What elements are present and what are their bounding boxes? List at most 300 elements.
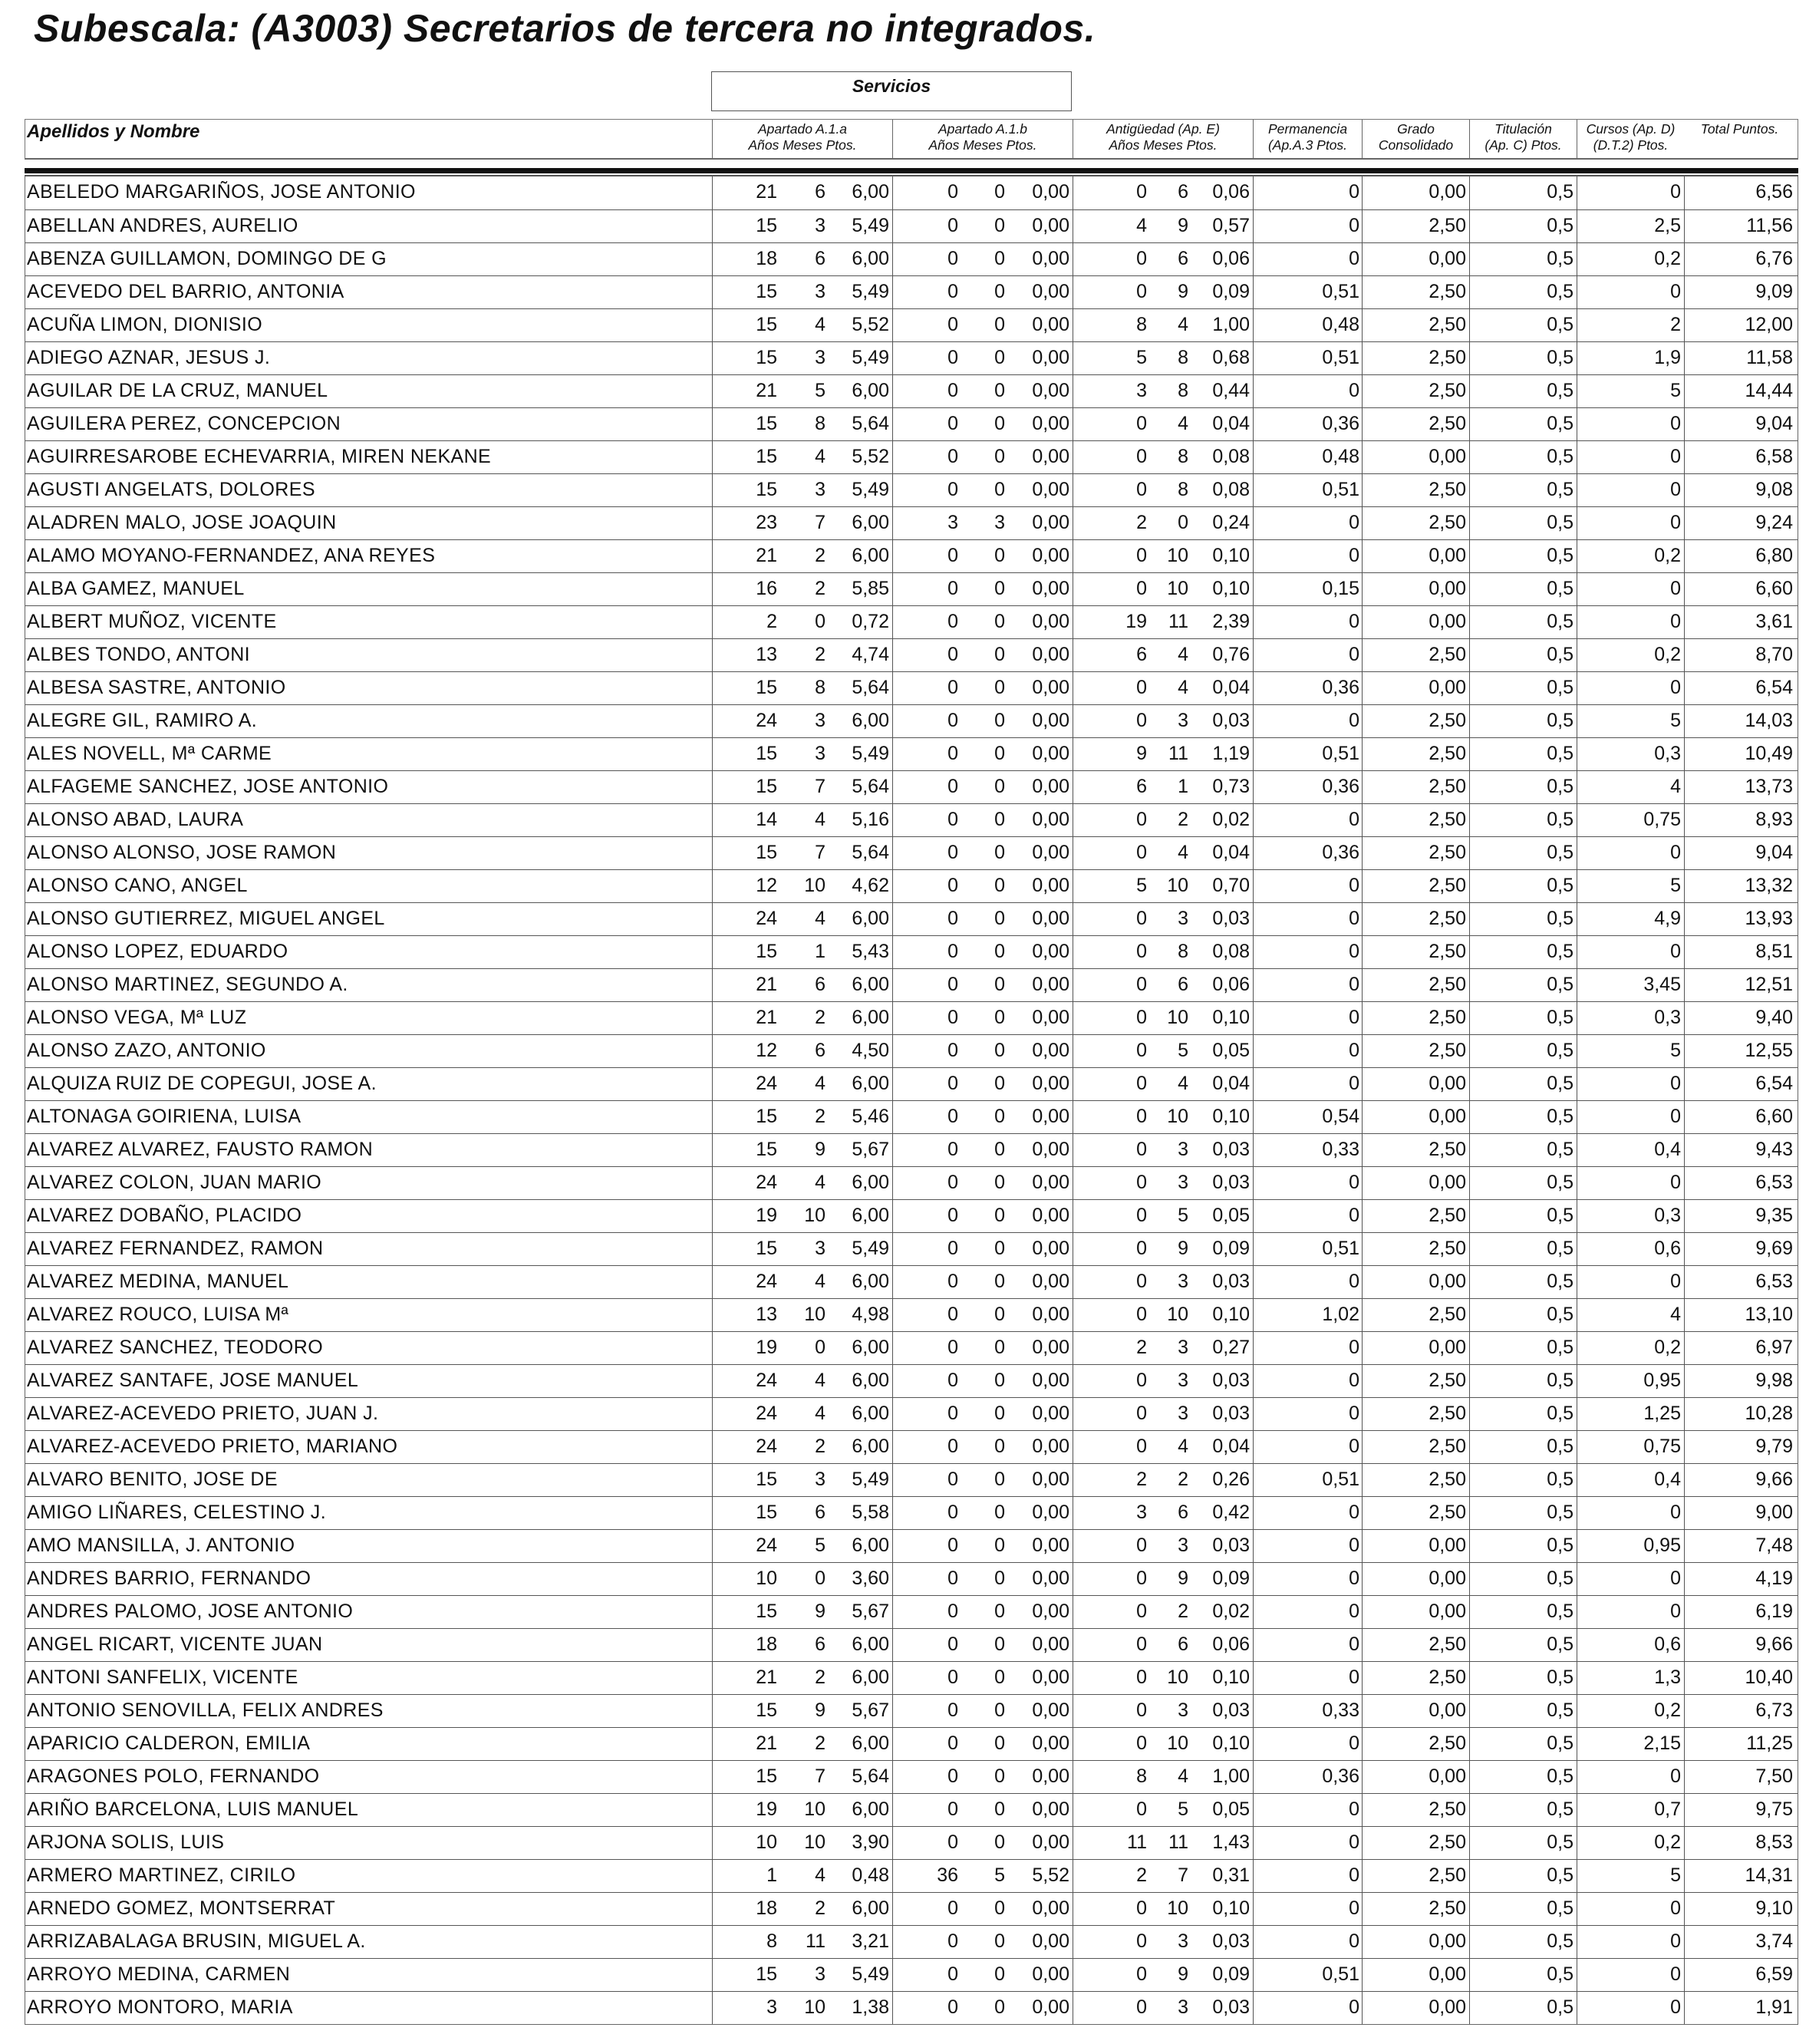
header-antiguedad	[1073, 120, 1253, 159]
cell-grado: 0,00	[1429, 1601, 1466, 1622]
column-separator	[712, 738, 713, 770]
cell-total: 6,80	[1755, 545, 1793, 566]
column-separator	[1469, 969, 1470, 1001]
cell-total: 10,28	[1745, 1403, 1793, 1424]
header-titulacion-line1: Titulación	[1494, 121, 1552, 137]
cell-antig-anos: 0	[1136, 1040, 1147, 1061]
cell-a1a-meses: 9	[815, 1601, 825, 1622]
cell-titulacion: 0,5	[1547, 941, 1574, 962]
cell-a1a-anos: 19	[756, 1205, 777, 1226]
cell-name: ACEVEDO DEL BARRIO, ANTONIA	[27, 281, 344, 302]
cell-total: 6,73	[1755, 1699, 1793, 1721]
cell-a1b-anos: 0	[947, 1930, 958, 1952]
column-separator	[1253, 1431, 1254, 1463]
column-separator	[712, 1530, 713, 1562]
column-separator	[1362, 176, 1363, 209]
column-separator	[712, 705, 713, 737]
cell-cursos: 0	[1670, 1502, 1681, 1523]
table-row	[25, 1661, 1798, 1694]
column-separator	[892, 573, 893, 605]
cell-antig-ptos: 1,00	[1212, 1765, 1250, 1787]
cell-a1b-meses: 0	[994, 1502, 1005, 1523]
cell-a1b-anos: 0	[947, 314, 958, 335]
cell-permanencia: 0	[1349, 181, 1359, 203]
cell-antig-ptos: 0,03	[1212, 1535, 1250, 1556]
column-separator	[1362, 1299, 1363, 1331]
cell-name: ALES NOVELL, Mª CARME	[27, 743, 272, 764]
column-separator	[1253, 903, 1254, 935]
cell-name: ABELLAN ANDRES, AURELIO	[27, 215, 298, 236]
cell-a1a-meses: 0	[815, 611, 825, 632]
cell-a1a-ptos: 6,00	[852, 1370, 889, 1391]
cell-antig-ptos: 0,03	[1212, 1699, 1250, 1721]
cell-titulacion: 0,5	[1547, 512, 1574, 533]
cell-titulacion: 0,5	[1547, 1040, 1574, 1061]
cell-a1a-anos: 15	[756, 743, 777, 764]
cell-cursos: 2	[1670, 314, 1681, 335]
cell-antig-meses: 6	[1178, 974, 1188, 995]
column-separator	[1253, 1101, 1254, 1133]
cell-antig-anos: 0	[1136, 1930, 1147, 1952]
cell-a1a-ptos: 5,67	[852, 1699, 889, 1721]
cell-a1a-ptos: 4,74	[852, 644, 889, 665]
table-row	[25, 1628, 1798, 1661]
column-separator	[1362, 606, 1363, 638]
cell-a1b-anos: 36	[937, 1864, 958, 1886]
column-separator	[892, 1035, 893, 1067]
column-separator	[1684, 1464, 1685, 1496]
cell-total: 8,51	[1755, 941, 1793, 962]
column-separator	[1253, 1398, 1254, 1430]
cell-a1b-anos: 0	[947, 347, 958, 368]
cell-titulacion: 0,5	[1547, 974, 1574, 995]
cell-a1a-meses: 8	[815, 677, 825, 698]
cell-grado: 2,50	[1429, 215, 1466, 236]
cell-a1b-anos: 0	[947, 1304, 958, 1325]
column-separator	[1362, 1167, 1363, 1199]
cell-a1a-anos: 15	[756, 1765, 777, 1787]
cell-a1a-anos: 18	[756, 1897, 777, 1919]
cell-titulacion: 0,5	[1547, 908, 1574, 929]
column-separator	[892, 1761, 893, 1793]
cell-a1b-anos: 0	[947, 1172, 958, 1193]
table-row	[25, 1298, 1798, 1331]
table-header	[25, 119, 1798, 160]
cell-antig-anos: 11	[1127, 1831, 1147, 1853]
column-separator	[1362, 1563, 1363, 1595]
cell-a1a-meses: 10	[804, 875, 825, 896]
cell-antig-ptos: 0,10	[1212, 578, 1250, 599]
column-separator	[1684, 1497, 1685, 1529]
cell-a1b-anos: 0	[947, 479, 958, 500]
column-separator	[1362, 1200, 1363, 1232]
cell-permanencia: 0	[1349, 1897, 1359, 1919]
cell-antig-ptos: 0,76	[1212, 644, 1250, 665]
cell-a1b-meses: 0	[994, 1172, 1005, 1193]
cell-grado: 2,50	[1429, 941, 1466, 962]
cell-antig-meses: 2	[1178, 809, 1188, 830]
cell-antig-ptos: 0,68	[1212, 347, 1250, 368]
column-separator	[892, 903, 893, 935]
column-separator	[1684, 1101, 1685, 1133]
column-separator	[892, 1959, 893, 1991]
cell-permanencia: 0	[1349, 611, 1359, 632]
cell-a1b-meses: 0	[994, 842, 1005, 863]
cell-a1a-anos: 21	[756, 974, 777, 995]
cell-a1b-anos: 0	[947, 1238, 958, 1259]
cell-grado: 0,00	[1429, 677, 1466, 698]
cell-antig-anos: 0	[1136, 1798, 1147, 1820]
column-separator	[1684, 936, 1685, 968]
cell-antig-ptos: 0,03	[1212, 1370, 1250, 1391]
column-separator	[1469, 1167, 1470, 1199]
cell-antig-ptos: 0,03	[1212, 710, 1250, 731]
cell-antig-meses: 0	[1178, 512, 1188, 533]
column-separator	[892, 342, 893, 374]
column-separator	[1469, 1266, 1470, 1298]
column-separator	[892, 1695, 893, 1727]
cell-cursos: 2,5	[1654, 215, 1681, 236]
cell-a1a-anos: 21	[756, 1732, 777, 1754]
cell-name: ALVAREZ COLON, JUAN MARIO	[27, 1172, 322, 1193]
cell-a1b-anos: 0	[947, 842, 958, 863]
column-separator	[712, 1431, 713, 1463]
cell-a1b-ptos: 0,00	[1032, 1963, 1069, 1985]
cell-a1a-meses: 3	[815, 710, 825, 731]
cell-total: 6,53	[1755, 1172, 1793, 1193]
cell-name: AMO MANSILLA, J. ANTONIO	[27, 1535, 295, 1556]
column-separator	[1469, 1464, 1470, 1496]
cell-a1a-ptos: 6,00	[852, 1403, 889, 1424]
cell-antig-anos: 0	[1136, 578, 1147, 599]
cell-antig-anos: 0	[1136, 1271, 1147, 1292]
column-separator	[1253, 375, 1254, 407]
column-separator	[1253, 936, 1254, 968]
cell-a1a-anos: 15	[756, 446, 777, 467]
cell-a1a-ptos: 6,00	[852, 908, 889, 929]
cell-a1b-anos: 0	[947, 1535, 958, 1556]
cell-a1b-anos: 0	[947, 1634, 958, 1655]
cell-permanencia: 0,33	[1322, 1139, 1359, 1160]
cell-grado: 2,50	[1429, 1897, 1466, 1919]
cell-name: ALFAGEME SANCHEZ, JOSE ANTONIO	[27, 776, 389, 797]
cell-name: ARIÑO BARCELONA, LUIS MANUEL	[27, 1798, 359, 1820]
cell-a1b-ptos: 0,00	[1032, 1073, 1069, 1094]
cell-a1b-ptos: 0,00	[1032, 479, 1069, 500]
cell-a1a-ptos: 5,64	[852, 677, 889, 698]
column-separator	[1469, 1695, 1470, 1727]
cell-titulacion: 0,5	[1547, 1172, 1574, 1193]
cell-a1a-anos: 19	[756, 1337, 777, 1358]
cell-antig-ptos: 0,26	[1212, 1469, 1250, 1490]
cell-a1b-meses: 0	[994, 479, 1005, 500]
column-separator	[1469, 408, 1470, 440]
column-separator	[1362, 870, 1363, 902]
cell-cursos: 0	[1670, 1568, 1681, 1589]
cell-antig-ptos: 0,44	[1212, 380, 1250, 401]
cell-antig-anos: 0	[1136, 1897, 1147, 1919]
column-separator	[892, 639, 893, 671]
column-separator	[1253, 1827, 1254, 1859]
cell-cursos: 0	[1670, 512, 1681, 533]
cell-a1b-ptos: 0,00	[1032, 314, 1069, 335]
cell-total: 9,75	[1755, 1798, 1793, 1820]
cell-permanencia: 0	[1349, 512, 1359, 533]
cell-a1a-ptos: 5,58	[852, 1502, 889, 1523]
cell-a1a-anos: 15	[756, 1963, 777, 1985]
cell-cursos: 0	[1670, 1073, 1681, 1094]
column-separator	[1684, 573, 1685, 605]
column-separator	[892, 936, 893, 968]
cell-antig-meses: 7	[1178, 1864, 1188, 1886]
cell-grado: 2,50	[1429, 710, 1466, 731]
cell-titulacion: 0,5	[1547, 1634, 1574, 1655]
cell-a1a-ptos: 6,00	[852, 1897, 889, 1919]
cell-a1b-anos: 0	[947, 809, 958, 830]
cell-a1a-meses: 5	[815, 1535, 825, 1556]
cell-a1b-meses: 0	[994, 677, 1005, 698]
cell-total: 9,69	[1755, 1238, 1793, 1259]
cell-name: ANDRES PALOMO, JOSE ANTONIO	[27, 1601, 354, 1622]
column-separator	[1684, 309, 1685, 341]
table-row	[25, 374, 1798, 407]
cell-grado: 2,50	[1429, 413, 1466, 434]
cell-a1b-meses: 0	[994, 545, 1005, 566]
cell-antig-meses: 10	[1167, 1007, 1188, 1028]
cell-cursos: 5	[1670, 1040, 1681, 1061]
cell-name: ALVAREZ DOBAÑO, PLACIDO	[27, 1205, 302, 1226]
column-separator	[1362, 210, 1363, 242]
column-separator	[712, 1860, 713, 1892]
cell-a1a-meses: 9	[815, 1139, 825, 1160]
cell-titulacion: 0,5	[1547, 1831, 1574, 1853]
cell-a1b-ptos: 0,00	[1032, 809, 1069, 830]
table-row	[25, 1760, 1798, 1793]
column-separator	[1362, 441, 1363, 473]
column-separator	[892, 1596, 893, 1628]
table-row	[25, 1991, 1798, 2024]
cell-a1a-ptos: 6,00	[852, 710, 889, 731]
cell-a1a-anos: 15	[756, 941, 777, 962]
cell-grado: 2,50	[1429, 809, 1466, 830]
cell-antig-ptos: 0,06	[1212, 181, 1250, 203]
cell-antig-anos: 19	[1125, 611, 1147, 632]
cell-a1a-anos: 24	[756, 1436, 777, 1457]
cell-a1b-meses: 0	[994, 875, 1005, 896]
cell-permanencia: 0	[1349, 1634, 1359, 1655]
cell-permanencia: 0	[1349, 1732, 1359, 1754]
column-separator	[1362, 573, 1363, 605]
cell-a1a-anos: 15	[756, 677, 777, 698]
cell-a1a-meses: 4	[815, 446, 825, 467]
cell-a1b-meses: 0	[994, 1930, 1005, 1952]
table-row	[25, 1001, 1798, 1034]
cell-a1b-anos: 0	[947, 545, 958, 566]
column-separator	[1362, 1992, 1363, 2024]
header-divider-thick	[25, 168, 1798, 173]
cell-total: 7,48	[1755, 1535, 1793, 1556]
column-separator	[1362, 1827, 1363, 1859]
cell-a1b-anos: 0	[947, 1798, 958, 1820]
cell-a1b-ptos: 0,00	[1032, 545, 1069, 566]
cell-a1a-anos: 24	[756, 710, 777, 731]
cell-cursos: 0	[1670, 1897, 1681, 1919]
cell-a1b-ptos: 0,00	[1032, 1699, 1069, 1721]
cell-a1a-ptos: 5,46	[852, 1106, 889, 1127]
cell-a1a-ptos: 5,64	[852, 842, 889, 863]
column-separator	[1684, 606, 1685, 638]
table-row	[25, 704, 1798, 737]
cell-a1b-meses: 0	[994, 248, 1005, 269]
table-row	[25, 1100, 1798, 1133]
page-title: Subescala: (A3003) Secretarios de tercera no integrados.	[34, 7, 1096, 50]
column-separator	[1684, 1299, 1685, 1331]
cell-permanencia: 0,36	[1322, 413, 1359, 434]
table-row	[25, 1595, 1798, 1628]
column-separator	[892, 870, 893, 902]
cell-a1a-meses: 10	[804, 1831, 825, 1853]
cell-grado: 0,00	[1429, 1535, 1466, 1556]
column-separator	[1362, 1134, 1363, 1166]
cell-total: 6,59	[1755, 1963, 1793, 1985]
table-row	[25, 1034, 1798, 1067]
cell-name: ALBA GAMEZ, MANUEL	[27, 578, 245, 599]
cell-name: ALEGRE GIL, RAMIRO A.	[27, 710, 258, 731]
column-separator	[712, 1266, 713, 1298]
cell-cursos: 0	[1670, 1996, 1681, 2018]
cell-permanencia: 0,15	[1322, 578, 1359, 599]
column-separator	[1469, 1893, 1470, 1925]
cell-a1b-meses: 3	[994, 512, 1005, 533]
cell-a1a-ptos: 5,64	[852, 1765, 889, 1787]
column-separator	[712, 1464, 713, 1496]
column-separator	[1684, 705, 1685, 737]
column-separator	[892, 1629, 893, 1661]
cell-cursos: 0	[1670, 611, 1681, 632]
cell-antig-meses: 10	[1167, 545, 1188, 566]
cell-cursos: 1,25	[1643, 1403, 1681, 1424]
cell-antig-meses: 11	[1168, 611, 1188, 632]
cell-titulacion: 0,5	[1547, 1337, 1574, 1358]
column-separator	[1684, 408, 1685, 440]
table-row	[25, 1199, 1798, 1232]
cell-antig-ptos: 0,10	[1212, 545, 1250, 566]
cell-a1a-meses: 10	[804, 1205, 825, 1226]
column-separator	[1469, 1662, 1470, 1694]
cell-titulacion: 0,5	[1547, 611, 1574, 632]
column-separator	[892, 1497, 893, 1529]
cell-total: 8,70	[1755, 644, 1793, 665]
column-separator	[1684, 1596, 1685, 1628]
cell-a1a-anos: 15	[756, 1139, 777, 1160]
column-separator	[1253, 837, 1254, 869]
column-separator	[1684, 1959, 1685, 1991]
column-separator	[712, 672, 713, 704]
column-separator	[1684, 1827, 1685, 1859]
cell-a1a-ptos: 5,64	[852, 413, 889, 434]
column-separator	[1469, 1926, 1470, 1958]
cell-total: 9,40	[1755, 1007, 1793, 1028]
cell-antig-anos: 0	[1136, 1139, 1147, 1160]
cell-a1a-ptos: 6,00	[852, 380, 889, 401]
cell-a1a-meses: 3	[815, 1238, 825, 1259]
cell-antig-ptos: 0,04	[1212, 677, 1250, 698]
cell-a1b-anos: 0	[947, 1436, 958, 1457]
cell-antig-ptos: 0,42	[1212, 1502, 1250, 1523]
column-separator	[1684, 1431, 1685, 1463]
column-separator	[1684, 672, 1685, 704]
cell-total: 6,53	[1755, 1271, 1793, 1292]
cell-a1b-meses: 0	[994, 181, 1005, 203]
cell-total: 6,76	[1755, 248, 1793, 269]
cell-permanencia: 0	[1349, 1502, 1359, 1523]
cell-a1a-meses: 3	[815, 1469, 825, 1490]
column-separator	[712, 1332, 713, 1364]
column-separator	[1684, 903, 1685, 935]
column-separator	[1684, 1134, 1685, 1166]
cell-a1a-meses: 4	[815, 1403, 825, 1424]
cell-antig-ptos: 0,31	[1212, 1864, 1250, 1886]
cell-antig-meses: 8	[1178, 380, 1188, 401]
column-separator	[892, 1992, 893, 2024]
cell-a1b-meses: 0	[994, 1469, 1005, 1490]
column-separator	[1253, 1992, 1254, 2024]
column-separator	[1469, 441, 1470, 473]
cell-a1b-anos: 0	[947, 908, 958, 929]
cell-permanencia: 1,02	[1322, 1304, 1359, 1325]
cell-a1b-meses: 0	[994, 611, 1005, 632]
cell-titulacion: 0,5	[1547, 1238, 1574, 1259]
cell-a1a-anos: 10	[756, 1568, 777, 1589]
column-separator	[712, 243, 713, 275]
cell-a1b-meses: 0	[994, 941, 1005, 962]
cell-antig-meses: 3	[1178, 1139, 1188, 1160]
cell-a1a-meses: 10	[804, 1996, 825, 2018]
cell-a1b-meses: 0	[994, 1699, 1005, 1721]
cell-grado: 0,00	[1429, 181, 1466, 203]
cell-permanencia: 0,33	[1322, 1699, 1359, 1721]
cell-permanencia: 0	[1349, 1436, 1359, 1457]
cell-antig-anos: 0	[1136, 710, 1147, 731]
cell-antig-meses: 5	[1178, 1040, 1188, 1061]
cell-antig-meses: 10	[1167, 1667, 1188, 1688]
cell-a1a-ptos: 6,00	[852, 545, 889, 566]
cell-titulacion: 0,5	[1547, 578, 1574, 599]
column-separator	[1469, 1134, 1470, 1166]
column-separator	[1469, 507, 1470, 539]
cell-titulacion: 0,5	[1547, 1930, 1574, 1952]
column-separator	[1253, 210, 1254, 242]
cell-antig-anos: 0	[1136, 677, 1147, 698]
cell-permanencia: 0,36	[1322, 776, 1359, 797]
cell-a1a-meses: 7	[815, 842, 825, 863]
cell-antig-anos: 9	[1136, 743, 1147, 764]
cell-titulacion: 0,5	[1547, 479, 1574, 500]
cell-permanencia: 0	[1349, 545, 1359, 566]
column-separator	[1253, 1035, 1254, 1067]
cell-grado: 2,50	[1429, 1238, 1466, 1259]
cell-antig-anos: 0	[1136, 1436, 1147, 1457]
cell-grado: 0,00	[1429, 248, 1466, 269]
cell-cursos: 0	[1670, 413, 1681, 434]
cell-a1a-anos: 15	[756, 776, 777, 797]
cell-titulacion: 0,5	[1547, 215, 1574, 236]
column-separator	[892, 1299, 893, 1331]
cell-a1b-anos: 0	[947, 1403, 958, 1424]
cell-antig-ptos: 0,09	[1212, 281, 1250, 302]
table-row	[25, 1562, 1798, 1595]
cell-antig-meses: 3	[1178, 1699, 1188, 1721]
